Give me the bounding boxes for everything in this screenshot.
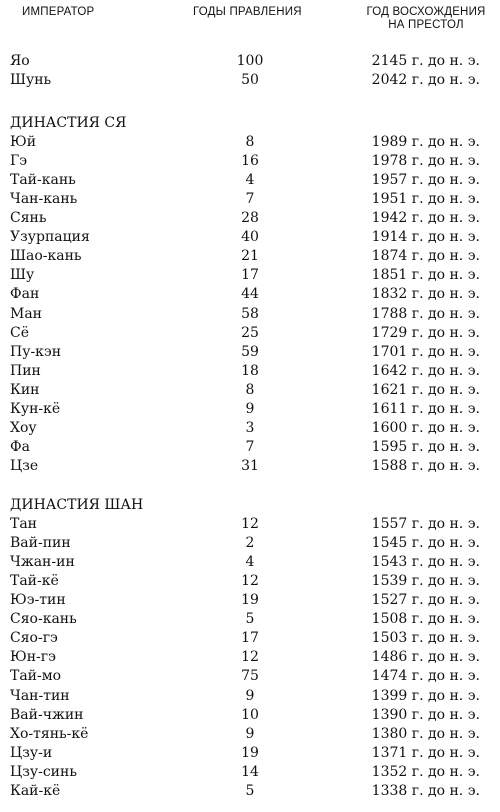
- ascension-year: 1642 г. до н. э.: [371, 362, 480, 379]
- table-row: [0, 285, 500, 304]
- ascension-year: 1701 г. до н. э.: [371, 343, 480, 360]
- emperor-name: Цзе: [10, 457, 39, 474]
- ascension-year: 1942 г. до н. э.: [371, 210, 480, 227]
- reign-years: 5: [245, 782, 255, 799]
- ascension-year: 1399 г. до н. э.: [371, 687, 480, 704]
- reign-years: 21: [241, 248, 259, 265]
- table-row: [0, 667, 500, 686]
- ascension-year: 1611 г. до н. э.: [371, 400, 480, 417]
- reign-years: 8: [245, 381, 255, 398]
- ascension-year: 1503 г. до н. э.: [371, 630, 480, 647]
- emperor-name: Сянь: [10, 210, 47, 227]
- emperor-name: Тай-кань: [10, 172, 76, 189]
- ascension-year: 1600 г. до н. э.: [371, 419, 480, 436]
- emperor-name: Кай-кё: [10, 782, 61, 799]
- emperor-name: Вай-пин: [10, 535, 71, 552]
- header-ascension-line-2: НА ПРЕСТОЛ: [388, 19, 464, 31]
- reign-years: 12: [241, 516, 259, 533]
- ascension-year: 1729 г. до н. э.: [371, 324, 480, 341]
- emperor-name: Яо: [10, 53, 30, 69]
- table-row: [0, 687, 500, 706]
- reign-years: 17: [241, 267, 259, 284]
- ascension-year: 1621 г. до н. э.: [371, 381, 480, 398]
- reign-years: 10: [241, 706, 259, 723]
- emperor-name: Тай-мо: [10, 668, 62, 685]
- table-row: [0, 763, 500, 782]
- table-row: [0, 706, 500, 725]
- reign-years: 28: [241, 210, 259, 227]
- table-row: [0, 725, 500, 744]
- ascension-year: 1557 г. до н. э.: [371, 516, 480, 533]
- ascension-year: 1951 г. до н. э.: [371, 191, 480, 208]
- ascension-year: 1545 г. до н. э.: [371, 535, 480, 552]
- emperor-name: Вай-чжин: [10, 706, 84, 723]
- table-row: [0, 381, 500, 400]
- emperor-name: Чан-тин: [10, 687, 70, 704]
- reign-years: 12: [241, 573, 259, 590]
- ascension-year: 1474 г. до н. э.: [371, 668, 480, 685]
- emperor-name: Гэ: [10, 153, 28, 170]
- reign-years: 25: [241, 324, 259, 341]
- reign-years: 8: [245, 134, 255, 151]
- reign-years: 18: [241, 362, 259, 379]
- reign-years: 9: [245, 687, 255, 704]
- reign-years: 50: [241, 72, 259, 89]
- reign-years: 59: [241, 343, 259, 360]
- emperor-name: Пу-кэн: [10, 343, 62, 360]
- table-row: [0, 52, 500, 71]
- reign-years: 2: [245, 535, 255, 552]
- reign-years: 4: [245, 554, 255, 571]
- dynasty-title: ДИНАСТИЯ СЯ: [10, 115, 127, 131]
- emperor-name: Тан: [10, 516, 38, 533]
- emperor-name: Сяо-гэ: [10, 630, 58, 647]
- reign-years: 7: [245, 191, 255, 208]
- ascension-year: 1914 г. до н. э.: [371, 229, 480, 246]
- ascension-year: 1989 г. до н. э.: [371, 134, 480, 151]
- ascension-year: 1832 г. до н. э.: [371, 286, 480, 303]
- table-row: [0, 553, 500, 572]
- table-row: [0, 744, 500, 763]
- emperor-name: Цзу-и: [10, 744, 53, 761]
- table-row: [0, 629, 500, 648]
- emperor-name: Ман: [10, 305, 43, 322]
- emperor-name: Кин: [10, 381, 40, 398]
- ascension-year: 1486 г. до н. э.: [371, 649, 480, 666]
- ascension-year: 1851 г. до н. э.: [371, 267, 480, 284]
- emperor-name: Хоу: [10, 419, 37, 436]
- emperor-name: Хо-тянь-кё: [10, 725, 89, 742]
- table-row: [0, 171, 500, 190]
- ascension-year: 1508 г. до н. э.: [371, 611, 480, 628]
- emperor-name: Тай-кё: [10, 573, 59, 590]
- ascension-year: 1338 г. до н. э.: [371, 782, 480, 799]
- table-row: [0, 457, 500, 476]
- table-row: [0, 324, 500, 343]
- table-row: [0, 610, 500, 629]
- ascension-year: 1539 г. до н. э.: [371, 573, 480, 590]
- emperor-name: Чан-кань: [10, 191, 78, 208]
- table-row: [0, 438, 500, 457]
- table-row: [0, 209, 500, 228]
- reign-years: 17: [241, 630, 259, 647]
- ascension-year: 1380 г. до н. э.: [371, 725, 480, 742]
- reign-years: 4: [245, 172, 255, 189]
- table-row: [0, 228, 500, 247]
- emperor-name: Цзу-синь: [10, 763, 77, 780]
- ascension-year: 1788 г. до н. э.: [371, 305, 480, 322]
- table-row: [0, 362, 500, 381]
- ascension-year: 1371 г. до н. э.: [371, 744, 480, 761]
- reign-years: 16: [241, 153, 259, 170]
- reign-years: 5: [245, 611, 255, 628]
- table-row: [0, 591, 500, 610]
- table-row: [0, 534, 500, 553]
- reign-years: 31: [241, 457, 259, 474]
- emperor-name: Юй: [10, 134, 37, 151]
- ascension-year: 1352 г. до н. э.: [371, 763, 480, 780]
- emperor-name: Шунь: [10, 72, 52, 89]
- header-ascension-year: [356, 6, 496, 32]
- emperor-name: Сяо-кань: [10, 611, 77, 628]
- ascension-year: 1527 г. до н. э.: [371, 592, 480, 609]
- ascension-year: 1874 г. до н. э.: [371, 248, 480, 265]
- ascension-year: 2042 г. до н. э.: [371, 72, 480, 89]
- reign-years: 14: [241, 763, 259, 780]
- ascension-year: 1978 г. до н. э.: [371, 153, 480, 170]
- ascension-year: 2145 г. до н. э.: [371, 53, 480, 69]
- reign-years: 3: [245, 419, 255, 436]
- table-row: [0, 343, 500, 362]
- header-years-of-reign: ГОДЫ ПРАВЛЕНИЯ: [193, 6, 302, 18]
- reign-years: 7: [245, 438, 255, 455]
- ascension-year: 1588 г. до н. э.: [371, 457, 480, 474]
- emperor-name: Юн-гэ: [10, 649, 56, 666]
- header-ascension-line-1: ГОД ВОСХОЖДЕНИЯ: [366, 6, 486, 18]
- emperor-name: Чжан-ин: [10, 554, 75, 571]
- emperor-name: Фан: [10, 286, 40, 303]
- table-row: [0, 133, 500, 152]
- reign-years: 9: [245, 725, 255, 742]
- table-row: [0, 572, 500, 591]
- emperor-name: Кун-кё: [10, 400, 61, 417]
- table-row: [0, 782, 500, 801]
- reign-years: 44: [241, 286, 259, 303]
- table-row: [0, 152, 500, 171]
- table-row: [0, 266, 500, 285]
- table-row: [0, 247, 500, 266]
- ascension-year: 1543 г. до н. э.: [371, 554, 480, 571]
- header-emperor: ИМПЕРАТОР: [22, 6, 95, 18]
- reign-years: 9: [245, 400, 255, 417]
- table-row: [0, 648, 500, 667]
- table-row: [0, 419, 500, 438]
- ascension-year: 1595 г. до н. э.: [371, 438, 480, 455]
- reign-years: 19: [241, 592, 259, 609]
- reign-years: 75: [241, 668, 259, 685]
- ascension-year: 1957 г. до н. э.: [371, 172, 480, 189]
- table-row: [0, 515, 500, 534]
- table-row: [0, 400, 500, 419]
- emperor-name: Пин: [10, 362, 41, 379]
- emperor-name: Шао-кань: [10, 248, 82, 265]
- table-row: [0, 71, 500, 90]
- reign-years: 58: [241, 305, 259, 322]
- emperor-name: Шу: [10, 267, 35, 284]
- reign-years: 40: [241, 229, 259, 246]
- ascension-year: 1390 г. до н. э.: [371, 706, 480, 723]
- table-row: [0, 305, 500, 324]
- reign-years: 19: [241, 744, 259, 761]
- reign-years: 12: [241, 649, 259, 666]
- reign-years: 100: [236, 53, 264, 69]
- emperor-name: Узурпация: [10, 229, 90, 246]
- table-row: [0, 190, 500, 209]
- dynasty-title: ДИНАСТИЯ ШАН: [10, 497, 144, 513]
- emperor-name: Фа: [10, 438, 30, 455]
- emperor-name: Сё: [10, 324, 29, 341]
- emperor-name: Юэ-тин: [10, 592, 66, 609]
